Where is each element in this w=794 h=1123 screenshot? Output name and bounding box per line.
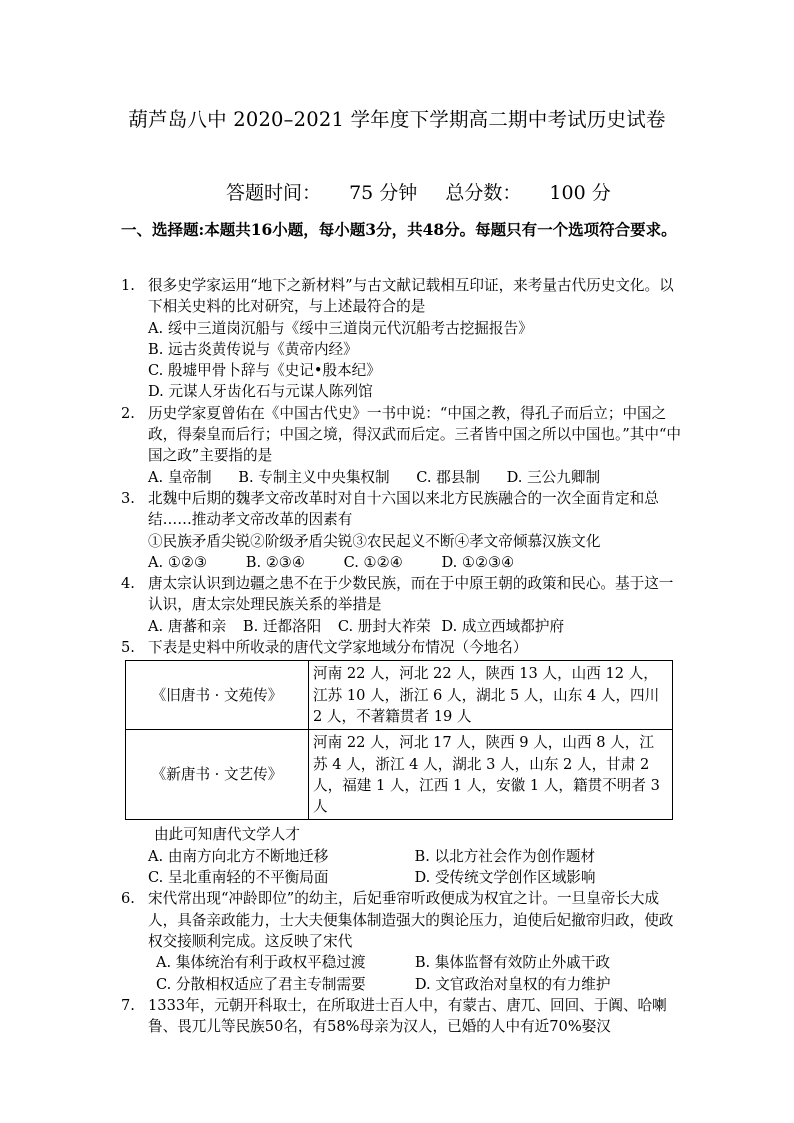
- options-row: [121, 974, 681, 995]
- option-c: C. 郡县制: [416, 468, 480, 486]
- option-c: C. 殷墟甲骨卜辞与《史记•殷本纪》: [148, 362, 381, 380]
- question-stem: 宋代常出现“冲龄即位”的幼主，后妃垂帘听政便成为权宜之计。一旦皇帝长大成人，具备亲政能力，士大夫便集体制造强大的舆论压力，迫使后妃撤帘归政，使政权交接顺利完成。这反映了宋代: [148, 890, 674, 950]
- options-row: [121, 952, 681, 973]
- question-number: 4.: [121, 575, 135, 593]
- table-cell-distribution: 河南 22 人，河北 22 人，陕西 13 人，山西 12 人，江苏 10 人，浙江 6 人，湖北 5 人，山东 4 人，四川 2 人，不著籍贯者 19 人: [309, 661, 673, 730]
- option-c: C. ①②④: [343, 553, 403, 571]
- option-b: B. 迁都洛阳: [242, 617, 322, 635]
- option-d: D. 元谋人牙齿化石与元谋人陈列馆: [148, 383, 373, 401]
- question-3: [121, 488, 681, 531]
- option-a: A. 绥中三道岗沉船与《绥中三道岗元代沉船考古挖掘报告》: [148, 319, 533, 337]
- question-4: [121, 573, 681, 616]
- time-value: 75 分钟: [349, 182, 418, 204]
- writers-distribution-table: [125, 660, 673, 820]
- question-5: [121, 637, 681, 658]
- option-c: C. 呈北重南轻的不平衡局面: [148, 869, 329, 887]
- option-d: D. 三公九卿制: [506, 468, 601, 486]
- options-row: [121, 552, 681, 573]
- question-stem: 唐太宗认识到边疆之患不在于少数民族，而在于中原王朝的政策和民心。基于这一认识，唐太宗处理民族关系的举措是: [148, 575, 674, 614]
- time-label: 答题时间：: [226, 182, 322, 204]
- option-b: B. 远古炎黄传说与《黄帝内经》: [148, 340, 358, 358]
- options-row: [121, 867, 681, 888]
- table-row: [126, 661, 673, 730]
- option-c: C. 册封大祚荣: [337, 617, 431, 635]
- question-1: [121, 275, 681, 318]
- option-c: C. 分散相权适应了君主专制需要: [156, 975, 366, 993]
- question-stem: 1333年，元朝开科取士，在所取进士百人中，有蒙古、唐兀、回回、于阗、哈喇鲁、畏兀儿等民族50名，有58%母亲为汉人，已婚的人中有近70%娶汉: [148, 996, 667, 1036]
- question-number: 5.: [121, 639, 135, 657]
- question-stem: 很多史学家运用“地下之新材料”与古文献记载相互印证，来考量古代历史文化。以下相关史料的比对研究，与上述最符合的是: [148, 277, 674, 316]
- question-stem: 北魏中后期的魏孝文帝改革时对自十六国以来北方民族融合的一次全面肯定和总结……推动孝文帝改革的因素有: [148, 489, 659, 529]
- table-cell-book: 《新唐书 · 文艺传》: [126, 730, 309, 820]
- option-b: B. ②③④: [245, 553, 305, 571]
- score-value: 100 分: [549, 182, 611, 204]
- options-row: [121, 467, 681, 488]
- options-row: [121, 846, 681, 867]
- option-d: D. 受传统文学创作区域影响: [414, 869, 596, 887]
- section-heading: 一、选择题:本题共16小题，每小题3分，共48分。每题只有一个选项符合要求。: [121, 220, 677, 239]
- table-row: [126, 730, 673, 820]
- question-number: 7.: [121, 996, 135, 1014]
- option-a: A. 皇帝制: [148, 468, 212, 486]
- option-d: D. 文官政治对皇权的有力维护: [414, 975, 611, 993]
- question-list: [121, 275, 681, 1037]
- option-a: A. 集体统治有利于政权平稳过渡: [156, 954, 366, 972]
- question-2: [121, 403, 681, 467]
- score-label: 总分数：: [445, 182, 522, 204]
- option-d: D. ①②③④: [441, 553, 515, 571]
- option-b: B. 以北方社会作为创作题材: [414, 847, 596, 865]
- option-b: B. 专制主义中央集权制: [238, 468, 390, 486]
- exam-meta: [226, 178, 611, 205]
- option-a: A. ①②③: [148, 553, 208, 571]
- table-cell-distribution: 河南 22 人，河北 17 人，陕西 9 人，山西 8 人，江苏 4 人，浙江 4 人，湖北 3 人，山东 2 人，甘肃 2 人，福建 1 人，江西 1 人，安徽 1 人，籍贯不明者 3 人: [309, 730, 673, 820]
- question-stem: 下表是史料中所收录的唐代文学家地域分布情况（今地名）: [148, 639, 528, 657]
- option-d: D. 成立西域都护府: [441, 617, 565, 635]
- question-6: [121, 888, 681, 952]
- question-7: [121, 995, 681, 1038]
- options-row: [121, 616, 681, 637]
- option-a: A. 由南方向北方不断地迁移: [148, 847, 329, 865]
- exam-title: 葫芦岛八中 2020–2021 学年度下学期高二期中考试历史试卷: [128, 108, 666, 131]
- table-cell-book: 《旧唐书 · 文苑传》: [126, 661, 309, 730]
- question-number: 2.: [121, 404, 135, 422]
- question-number: 1.: [121, 277, 135, 294]
- option-a: A. 唐蕃和亲: [148, 617, 227, 635]
- question-number: 3.: [121, 489, 135, 507]
- question-stem: 历史学家夏曾佑在《中国古代史》一书中说：“中国之教，得孔子而后立；中国之政，得秦皇而后行；中国之境，得汉武而后定。三者皆中国之所以中国也。”其中“中国之政”主要指的是: [148, 404, 681, 465]
- option-b: B. 集体监督有效防止外戚干政: [414, 954, 610, 972]
- question-factors: ①民族矛盾尖锐②阶级矛盾尖锐③农民起义不断④孝文帝倾慕汉族文化: [148, 532, 601, 550]
- question-note: 由此可知唐代文学人才: [154, 826, 300, 844]
- question-number: 6.: [121, 890, 135, 908]
